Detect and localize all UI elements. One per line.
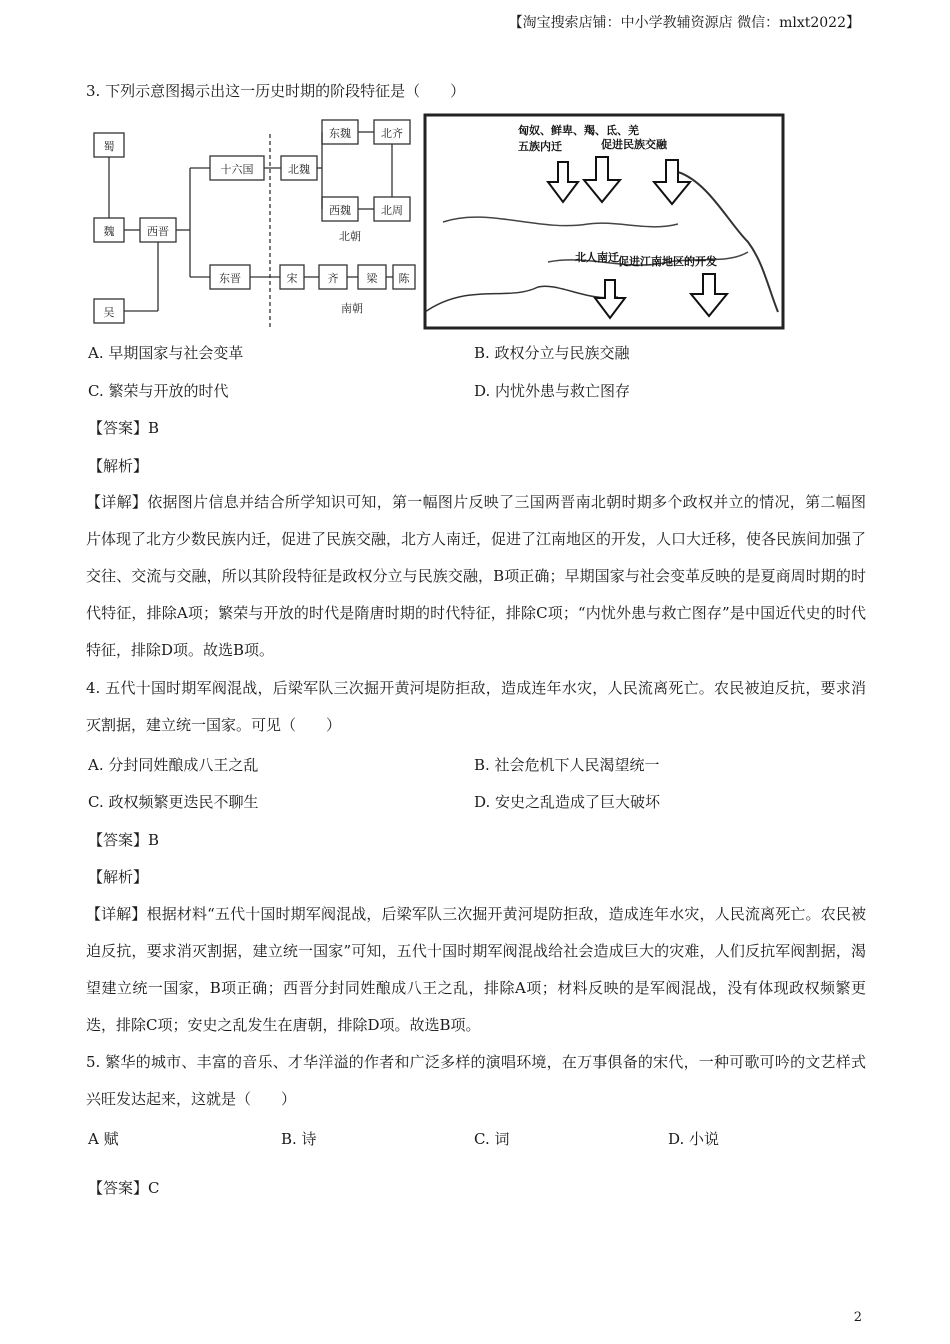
- q4-option-c: C. 政权频繁更迭民不聊生: [88, 793, 259, 811]
- q4-answer: [88, 829, 159, 850]
- q5-answer: [88, 1177, 160, 1198]
- q4-answer-tag: 【答案】: [88, 831, 149, 849]
- node-song: 宋: [286, 272, 298, 285]
- q3-answer-value: B: [148, 419, 160, 437]
- q3-stem: 3. 下列示意图揭示出这一历史时期的阶段特征是（ ）: [86, 82, 466, 100]
- q3-option-d: D. 内忧外患与救亡图存: [474, 382, 631, 400]
- q3-option-a: A. 早期国家与社会变革: [88, 344, 244, 362]
- node-shiliuguo: 十六国: [220, 163, 254, 176]
- node-liang: 梁: [366, 272, 378, 285]
- node-xiwei: 西魏: [329, 204, 351, 217]
- q5-stem: 5. 繁华的城市、丰富的音乐、才华洋溢的作者和广泛多样的演唱环境，在万事俱备的宋代，一种可歌可吟的文艺样式兴旺发达起来，这就是（ ）: [86, 1053, 866, 1108]
- node-beizhou: 北周: [381, 204, 403, 217]
- node-chen: 陈: [398, 272, 410, 285]
- q3-analysis-tag: 【解析】: [88, 457, 149, 475]
- map-migration: 五族内迁: [518, 140, 562, 153]
- q4-stem: 4. 五代十国时期军阀混战，后梁军队三次掘开黄河堤防拒敌，造成连年水灾，人民流离死亡。农民被迫反抗，要求消灭割据，建立统一国家。可见（ ）: [86, 679, 866, 734]
- page-header: 【淘宝搜索店铺：中小学教辅资源店 微信：mlxt2022】: [508, 15, 860, 31]
- q4-detail: [86, 896, 866, 1044]
- node-wei: 魏: [103, 225, 115, 238]
- q5-option-b: B. 诗: [281, 1130, 317, 1148]
- node-dongjin: 东晋: [219, 272, 241, 285]
- q3-detail-text: 依据图片信息并结合所学知识可知，第一幅图片反映了三国两晋南北朝时期多个政权并立的情况，第二幅图片体现了北方少数民族内迁，促进了民族交融，北方人南迁，促进了江南地区的开发，人口大迁移，使各民族间加强了交往、交流与交融，所以其阶段特征是政权分立与民族交融，B项正确；早期国家与社会变革反映的是夏商周时期的时代特征，排除A项；繁荣与开放的时代是隋唐时期的时代特征，排除C项；“内忧外患与救亡图存”是中国近代史的时代特征，排除D项。故选B项。: [86, 493, 867, 659]
- q5-option-a: A 赋: [88, 1130, 119, 1148]
- map-tribes: 匈奴、鲜卑、羯、氐、羌: [518, 124, 639, 137]
- node-beiqi: 北齐: [381, 127, 403, 140]
- q4-option-d: D. 安史之乱造成了巨大破坏: [474, 793, 661, 811]
- q5-answer-tag: 【答案】: [88, 1179, 149, 1197]
- node-qi: 齐: [327, 272, 339, 285]
- node-dongwei: 东魏: [329, 127, 351, 140]
- q4-detail-tag: 【详解】: [86, 905, 147, 923]
- node-shu: 蜀: [103, 140, 115, 153]
- q3-answer: [88, 417, 159, 438]
- migration-map: [425, 115, 783, 328]
- q3-option-b: B. 政权分立与民族交融: [474, 344, 630, 362]
- q3-answer-tag: 【答案】: [88, 419, 149, 437]
- q3-detail-tag: 【详解】: [86, 493, 148, 511]
- q5-answer-value: C: [148, 1179, 160, 1197]
- q5-option-d: D. 小说: [668, 1130, 720, 1148]
- node-xijin: 西晋: [147, 225, 169, 238]
- node-beiwei: 北魏: [288, 163, 310, 176]
- label-beichao: 北朝: [339, 230, 361, 243]
- label-nanchao: 南朝: [341, 302, 363, 315]
- q4-option-b: B. 社会危机下人民渴望统一: [474, 756, 660, 774]
- q3-detail: [86, 484, 866, 669]
- q5-option-c: C. 词: [474, 1130, 510, 1148]
- q4-answer-value: B: [148, 831, 160, 849]
- dynasty-diagram: [88, 112, 788, 334]
- q4-option-a: A. 分封同姓酿成八王之乱: [88, 756, 259, 774]
- q4-analysis-tag: 【解析】: [88, 868, 149, 886]
- q4-detail-text: 根据材料“五代十国时期军阀混战，后梁军队三次掘开黄河堤防拒敌，造成连年水灾，人民流离死亡。农民被迫反抗，要求消灭割据，建立统一国家”可知，五代十国时期军阀混战给社会造成巨大的灾难，人们反抗军阀割据，渴望建立统一国家，B项正确；西晋分封同姓酿成八王之乱，排除A项；材料反映的是军阀混战，没有体现政权频繁更迭，排除C项；安史之乱发生在唐朝，排除D项。故选B项。: [86, 905, 866, 1034]
- page-number: 2: [853, 1310, 862, 1325]
- node-wu: 吴: [103, 306, 115, 319]
- q3-option-c: C. 繁荣与开放的时代: [88, 382, 229, 400]
- map-development: 促进江南地区的开发: [618, 255, 717, 268]
- map-fusion: 促进民族交融: [601, 138, 667, 151]
- map-south-migration: 北人南迁: [575, 251, 619, 264]
